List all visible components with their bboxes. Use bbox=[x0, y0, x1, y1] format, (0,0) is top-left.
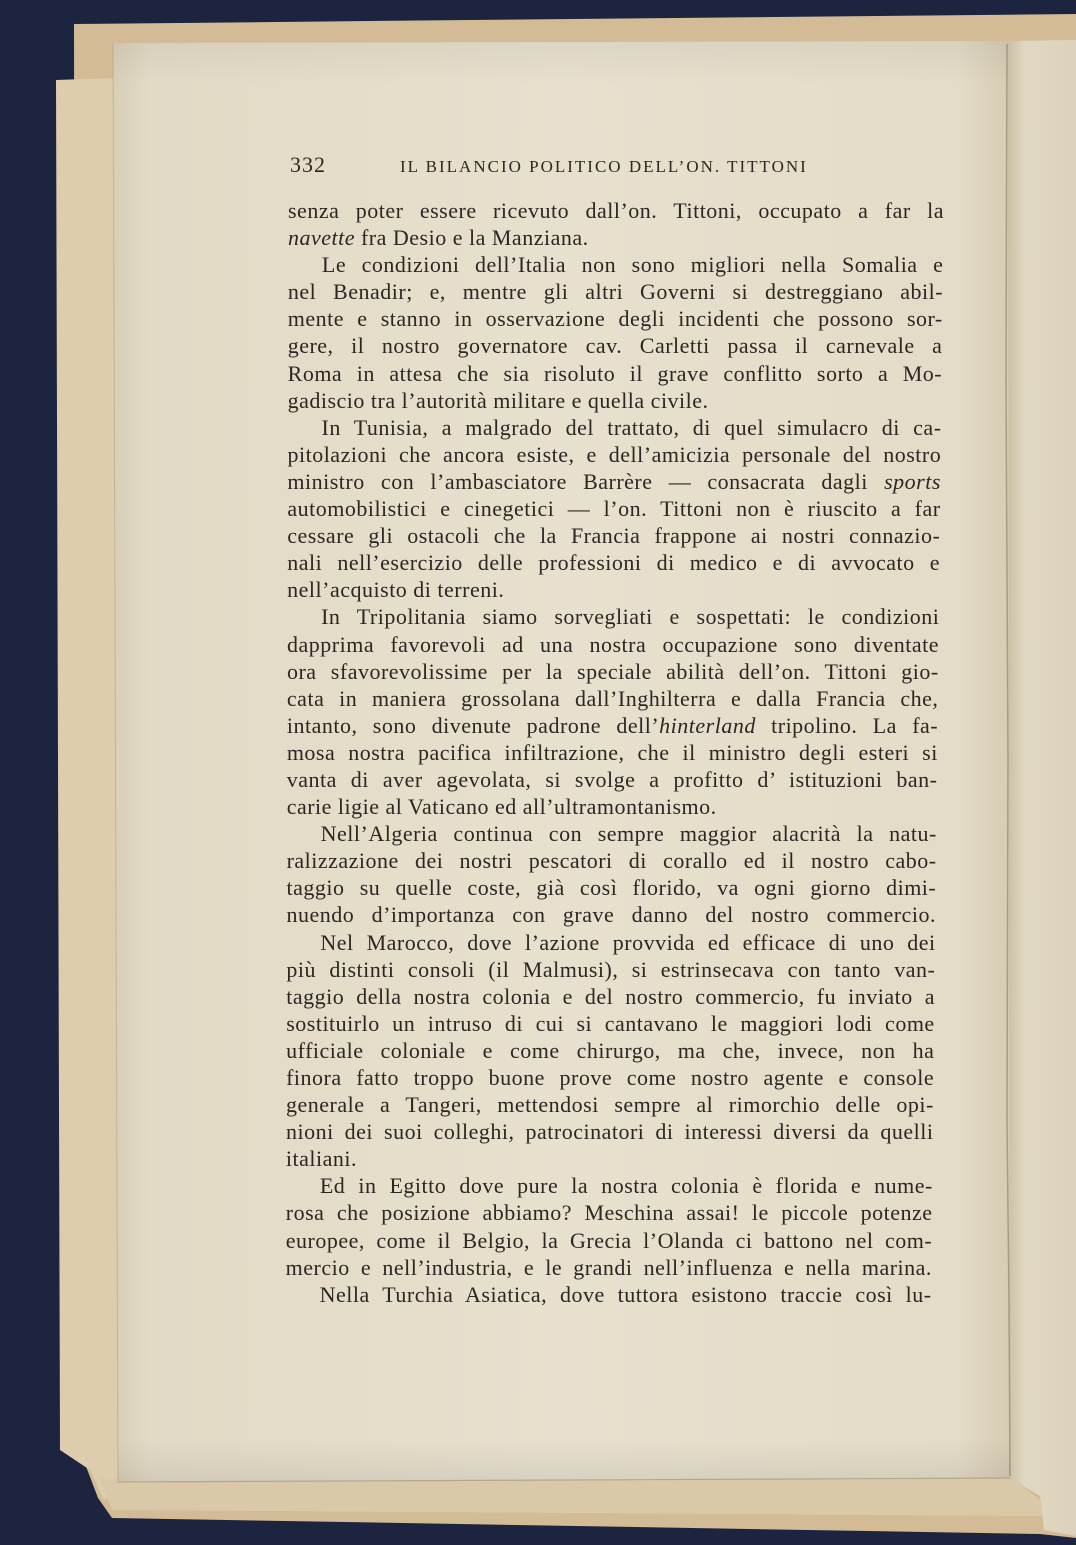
text-line: mercio e nell’industria, e le grandi nell’influenza e nella marina. bbox=[285, 1254, 932, 1280]
body-text bbox=[285, 197, 944, 1308]
text-line bbox=[287, 712, 938, 739]
italic-term: hinterland bbox=[659, 712, 756, 738]
text-line: rosa che posizione abbiamo? Meschina assai! le piccole potenze bbox=[285, 1200, 933, 1226]
text-line: dapprima favorevoli ad una nostra occupazione sono diventate bbox=[287, 631, 940, 657]
text-segment: tripolino. La fa- bbox=[755, 712, 939, 738]
text-segment: ministro con l’ambasciatore Barrère — consacrata dagli bbox=[287, 468, 885, 494]
text-line: ralizzazione dei nostri pescatori di corallo ed il nostro cabo- bbox=[286, 848, 937, 874]
text-line: generale a Tangeri, mettendosi sempre al rimorchio delle opi- bbox=[286, 1092, 934, 1118]
text-line: ufficiale coloniale e come chirurgo, ma che, invece, non ha bbox=[286, 1037, 935, 1063]
text-line: In Tripolitania siamo sorvegliati e sospettati: le condizioni bbox=[321, 604, 940, 630]
text-line: mosa nostra pacifica infiltrazione, che il ministro degli esteri si bbox=[286, 739, 938, 765]
italic-term: navette bbox=[287, 225, 355, 251]
text-line: italiani. bbox=[285, 1146, 357, 1172]
text-line: gadiscio tra l’autorità militare e quella civile. bbox=[287, 387, 709, 413]
page-number: 332 bbox=[290, 152, 326, 177]
text-segment: fra Desio e la Manziana. bbox=[354, 225, 589, 251]
text-line: nel Benadir; e, mentre gli altri Governi si destreggiano abil- bbox=[287, 279, 944, 305]
italic-term: sports bbox=[884, 468, 941, 494]
text-line: senza poter essere ricevuto dall’on. Tittoni, occupato a far la bbox=[288, 198, 944, 223]
text-line: Nella Turchia Asiatica, dove tuttora esistono traccie così lu- bbox=[319, 1281, 932, 1307]
text-line bbox=[288, 224, 944, 251]
text-line: nali nell’esercizio delle professioni di medico e di avvocato e bbox=[287, 550, 940, 576]
text-line: taggio della nostra colonia e del nostro commercio, fu inviato a bbox=[286, 983, 936, 1009]
text-line: In Tunisia, a malgrado del trattato, di quel simulacro di ca- bbox=[321, 414, 942, 440]
running-header bbox=[290, 151, 808, 180]
text-line: più distinti consoli (il Malmusi), si estrinsecava con tanto van- bbox=[286, 956, 936, 982]
running-head-title: IL BILANCIO POLITICO DELL’ON. TITTONI bbox=[400, 157, 808, 176]
text-line: gere, il nostro governatore cav. Carletti passa il carnevale a bbox=[287, 333, 943, 359]
text-line: nioni dei suoi colleghi, patrocinatori di interessi diversi da quelli bbox=[285, 1119, 934, 1145]
left-sheet bbox=[56, 78, 118, 1500]
text-line: europee, come il Belgio, la Grecia l’Olanda ci battono nel com- bbox=[285, 1227, 933, 1253]
text-line: mente e stanno in osservazione degli incidenti che possono sor- bbox=[287, 306, 943, 332]
bottom-sheet-edge bbox=[100, 1478, 1042, 1516]
text-line: Le condizioni dell’Italia non sono migliori nella Somalia e bbox=[321, 252, 944, 278]
text-line: pitolazioni che ancora esiste, e dell’amicizia personale del nostro bbox=[287, 441, 942, 467]
text-line: taggio su quelle coste, già così florido, va ogni giorno dimi- bbox=[286, 875, 937, 901]
text-line: cata in maniera grossolana dall’Inghilterra e dalla Francia che, bbox=[286, 685, 939, 711]
text-line: Nell’Algeria continua con sempre maggior alacrità la natu- bbox=[320, 821, 937, 847]
facing-page-edge bbox=[1008, 40, 1076, 1536]
text-line: nell’acquisto di terreni. bbox=[287, 577, 505, 603]
text-line: sostituirlo un intruso di cui si cantavano le maggiori lodi come bbox=[286, 1010, 935, 1036]
text-line: Ed in Egitto dove pure la nostra colonia è florida e nume- bbox=[319, 1173, 933, 1199]
text-line: vanta di aver agevolata, si svolge a profitto d’ istituzioni ban- bbox=[286, 766, 938, 792]
text-line: automobilistici e cinegetici — l’on. Tittoni non è riuscito a far bbox=[287, 496, 941, 522]
text-line: cessare gli ostacoli che la Francia frappone ai nostri connazio- bbox=[287, 523, 941, 549]
text-segment: intanto, sono divenute padrone dell’ bbox=[286, 712, 660, 738]
text-line bbox=[287, 468, 941, 495]
text-line: ora sfavorevolissime per la speciale abilità dell’on. Tittoni gio- bbox=[286, 658, 939, 684]
text-line: Nel Marocco, dove l’azione provvida ed efficace di uno dei bbox=[320, 929, 936, 955]
text-line: carie ligie al Vaticano ed all’ultramontanismo. bbox=[286, 794, 717, 820]
text-line: finora fatto troppo buone prove come nostro agente e console bbox=[286, 1065, 935, 1090]
text-line: nuendo d’importanza con grave danno del nostro commercio. bbox=[286, 902, 936, 928]
text-line: Roma in attesa che sia risoluto il grave conflitto sorto a Mo- bbox=[287, 360, 943, 386]
